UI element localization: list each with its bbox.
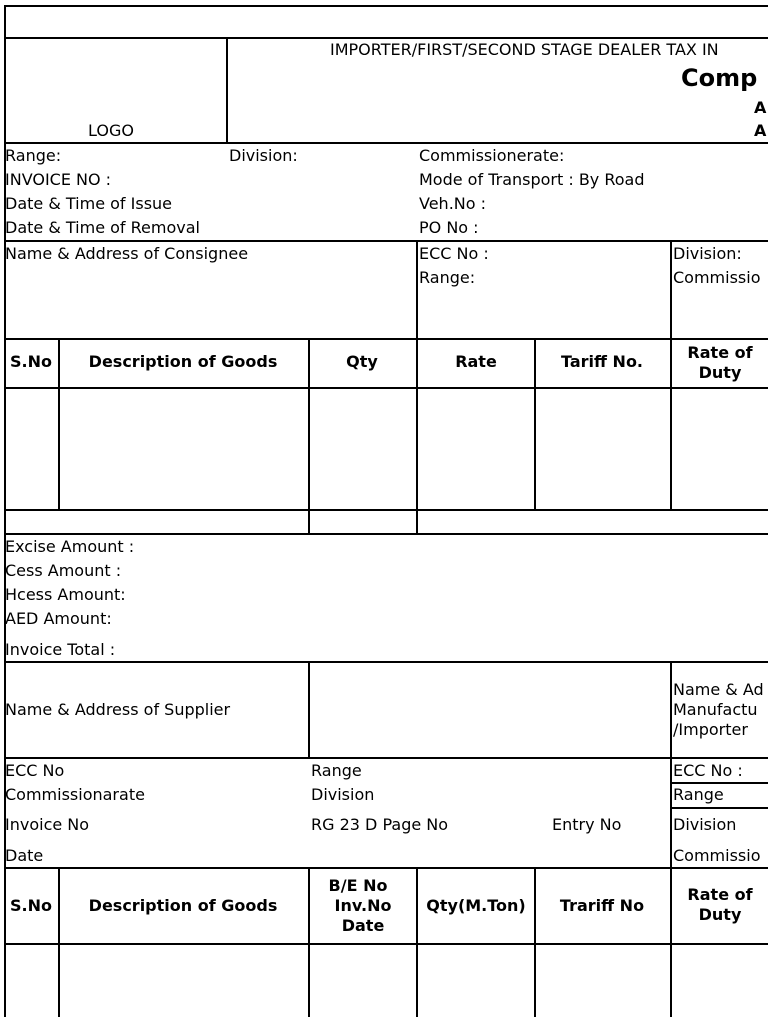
form-title: IMPORTER/FIRST/SECOND STAGE DEALER TAX IN xyxy=(330,40,719,59)
supplier-commissionarate: Commissionarate xyxy=(5,785,145,804)
rule xyxy=(308,867,310,1017)
supplier-label: Name & Address of Supplier xyxy=(5,700,231,719)
supplier-range: Range xyxy=(311,761,362,780)
company-name: Comp xyxy=(681,64,758,92)
rule xyxy=(534,867,536,1017)
division-label: Division: xyxy=(229,146,298,165)
manufacturer-ecc-no: ECC No : xyxy=(673,761,743,780)
column-header-rate-of-duty-2-line2: Duty xyxy=(698,905,742,924)
column-header-rate-of-duty-2-line1: Rate of xyxy=(687,885,753,904)
rule xyxy=(58,867,60,1017)
cess-amount-label: Cess Amount : xyxy=(5,561,122,580)
company-address-line1: A xyxy=(754,98,767,117)
column-header-be-no-line2: Inv.No xyxy=(334,896,392,915)
company-address-line2: A xyxy=(754,121,767,140)
mode-of-transport: Mode of Transport : By Road xyxy=(419,170,645,189)
rule xyxy=(4,240,768,242)
entry-no: Entry No xyxy=(552,815,622,834)
range-label: Range: xyxy=(5,146,62,165)
consignee-commissionerate: Commissio xyxy=(673,268,761,287)
rule xyxy=(4,338,768,340)
column-header-tariff-2: Trariff No xyxy=(559,896,645,915)
column-header-description-2: Description of Goods xyxy=(88,896,278,915)
rule xyxy=(416,867,418,1017)
column-header-sno: S.No xyxy=(10,352,52,371)
column-header-be-no-line1: B/E No xyxy=(328,876,388,895)
manufacturer-label-line1: Name & Ad xyxy=(673,680,764,699)
date-of-removal-label: Date & Time of Removal xyxy=(5,218,200,237)
rule xyxy=(4,509,768,511)
rule xyxy=(4,142,768,144)
rule xyxy=(4,757,768,759)
rule xyxy=(416,338,418,534)
manufacturer-label-line2: Manufactu xyxy=(673,700,758,719)
column-header-tariff: Tariff No. xyxy=(560,352,644,371)
logo-placeholder: LOGO xyxy=(88,121,134,140)
manufacturer-commissionerate: Commissio xyxy=(673,846,761,865)
rule xyxy=(671,782,768,784)
rule xyxy=(671,807,768,809)
rule xyxy=(4,943,768,945)
invoice-no-label: INVOICE NO : xyxy=(5,170,112,189)
column-header-qty: Qty xyxy=(346,352,378,371)
column-header-rate-of-duty-line2: Duty xyxy=(698,363,742,382)
supplier-ecc-no: ECC No xyxy=(5,761,65,780)
rule xyxy=(4,867,768,869)
vehicle-no-label: Veh.No : xyxy=(419,194,487,213)
column-header-sno-2: S.No xyxy=(10,896,52,915)
supplier-invoice-no: Invoice No xyxy=(5,815,90,834)
date-of-issue-label: Date & Time of Issue xyxy=(5,194,173,213)
consignee-range: Range: xyxy=(419,268,476,287)
rule xyxy=(416,240,418,339)
rule xyxy=(4,661,768,663)
rule xyxy=(4,5,768,7)
manufacturer-label-line3: /Importer xyxy=(673,720,748,739)
supplier-division: Division xyxy=(311,785,375,804)
rule xyxy=(4,37,768,39)
rule xyxy=(4,533,768,535)
rule xyxy=(670,867,672,1017)
consignee-ecc-no: ECC No : xyxy=(419,244,489,263)
manufacturer-division: Division xyxy=(673,815,737,834)
column-header-be-no-line3: Date xyxy=(341,916,385,935)
rule xyxy=(534,338,536,510)
consignee-division: Division: xyxy=(673,244,742,263)
rg23d-page-no: RG 23 D Page No xyxy=(311,815,449,834)
hcess-amount-label: Hcess Amount: xyxy=(5,585,126,604)
rule xyxy=(4,387,768,389)
rule xyxy=(670,338,672,510)
rule xyxy=(670,240,672,339)
invoice-total-label: Invoice Total : xyxy=(5,640,116,659)
column-header-rate: Rate xyxy=(455,352,497,371)
rule xyxy=(308,661,310,758)
rule xyxy=(58,338,60,510)
excise-amount-label: Excise Amount : xyxy=(5,537,135,556)
supplier-date: Date xyxy=(5,846,44,865)
rule xyxy=(670,661,672,868)
column-header-rate-of-duty-line1: Rate of xyxy=(687,343,753,362)
consignee-label: Name & Address of Consignee xyxy=(5,244,249,263)
column-header-qty-mton: Qty(M.Ton) xyxy=(426,896,526,915)
rule xyxy=(226,37,228,143)
column-header-description: Description of Goods xyxy=(88,352,278,371)
rule xyxy=(308,338,310,534)
manufacturer-range: Range xyxy=(673,785,724,804)
po-no-label: PO No : xyxy=(419,218,479,237)
aed-amount-label: AED Amount: xyxy=(5,609,112,628)
commissionerate-label: Commissionerate: xyxy=(419,146,565,165)
